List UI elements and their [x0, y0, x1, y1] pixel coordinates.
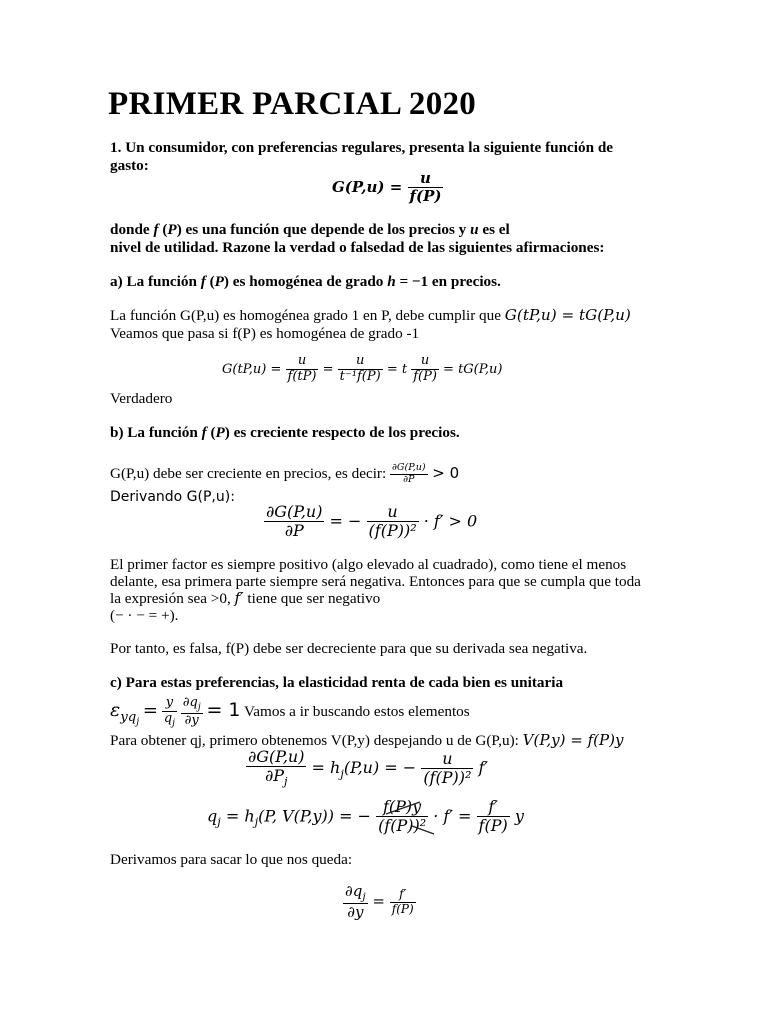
text-segment: la expresión sea >0, [110, 590, 235, 607]
text-segment: ( [206, 424, 216, 441]
text-segment: tiene que ser negativo [243, 590, 381, 607]
fraction-numerator: u [355, 353, 365, 368]
homogeneity-equation [222, 354, 502, 385]
fraction-numerator: u [297, 353, 307, 368]
page-title: PRIMER PARCIAL 2020 [108, 86, 477, 122]
part-b-paragraph-2: delante, esa primera parte siempre será negativa. Entonces para que se cumpla que toda [110, 573, 641, 590]
part-a-heading [110, 273, 501, 290]
fraction-denominator: f(P) [413, 368, 437, 384]
math-subscript: j [254, 815, 259, 829]
income-derivative-equation [343, 883, 416, 921]
fraction-numerator [343, 883, 368, 903]
inline-fraction [390, 463, 428, 486]
fraction-denominator: (f(P))² [423, 768, 472, 788]
fraction-denominator: (f(P))² [368, 521, 417, 541]
equation-term: (P, V(P,y)) = − [258, 806, 371, 826]
elasticity-symbol [110, 699, 140, 728]
equation-rhs: = 1 [206, 699, 241, 721]
equation-fraction [162, 696, 177, 729]
fraction-numerator: ∂G(P,u) [392, 462, 426, 474]
text-segment: = −1 en precios. [395, 273, 501, 290]
fraction-denominator: (f(P))² [378, 816, 427, 836]
equation-term: · f′ = [433, 806, 472, 826]
math-symbol: ε [110, 699, 121, 721]
part-c-heading: c) Para estas preferencias, la elasticidad renta de cada bien es unitaria [110, 674, 564, 691]
question-1-line-1: 1. Un consumidor, con preferencias regulares, presenta la siguiente función de [110, 139, 614, 156]
equation-fraction [477, 798, 510, 836]
math-symbol: u [470, 221, 479, 238]
equation-fraction [411, 354, 439, 385]
equation-term: = t [386, 361, 408, 377]
text-segment: Para obtener qj, primero obtenemos V(P,y) despejando u de G(P,u): [110, 732, 523, 749]
equation-rhs: = tG(P,u) [443, 361, 503, 377]
fraction-numerator: ∂G(P,u) [248, 747, 305, 766]
equals-sign: = [322, 361, 334, 377]
part-b-paragraph-1: El primer factor es siempre positivo (algo elevado al cuadrado), como tiene el menos [110, 556, 627, 573]
inline-math: G(tP,u) = tG(P,u) [504, 306, 631, 324]
part-b-paragraph-4: (− · − = +). [110, 607, 179, 624]
part-a-text-1 [110, 307, 631, 324]
part-b-paragraph-3 [110, 590, 380, 607]
expenditure-function-equation [332, 170, 443, 206]
text-segment: ( [158, 221, 168, 238]
text-segment: a) La función [110, 273, 201, 290]
fraction-denominator: f(P) [391, 901, 414, 916]
fraction-numerator: y [165, 695, 174, 711]
equals-sign: = [142, 700, 159, 721]
equation-term: = − [329, 511, 362, 531]
fraction-denominator: ∂y [343, 903, 368, 921]
derivative-equation [264, 503, 477, 541]
nivel-line: nivel de utilidad. Razone la verdad o falsedad de las siguientes afirmaciones: [110, 239, 605, 256]
derivamos-line: Derivamos para sacar lo que nos queda: [110, 851, 353, 868]
equation-fraction [408, 170, 444, 206]
fraction-denominator [246, 766, 306, 789]
part-b-text-1 [110, 456, 459, 491]
fraction-numerator: u [420, 353, 430, 368]
derivando-line: Derivando G(P,u): [110, 489, 235, 505]
equation-fraction [264, 503, 324, 541]
inline-math: > 0 [427, 464, 460, 482]
part-b-heading [110, 424, 460, 441]
equation-fraction [390, 888, 416, 917]
equation-fraction [376, 798, 428, 836]
math-subscript: j [362, 891, 366, 903]
text-segment: ) es creciente respecto de los precios. [224, 424, 460, 441]
text-segment: La función G(P,u) es homogénea grado 1 en P, debe cumplir que [110, 307, 505, 324]
donde-line [110, 221, 510, 238]
fraction-denominator: ∂y [181, 713, 203, 729]
text-segment: ) es una función que depende de los precios y [176, 221, 471, 238]
math-symbol: P [167, 221, 177, 238]
equation-rhs: y [514, 806, 524, 826]
hicksian-demand-equation [246, 748, 488, 789]
obtener-line [110, 732, 623, 749]
text-segment: b) La función [110, 424, 202, 441]
equation-fraction [286, 354, 319, 385]
equation-fraction [421, 750, 473, 788]
fraction-numerator: ∂G(P,u) [266, 502, 323, 521]
question-1-line-2: gasto: [110, 157, 149, 174]
equation-fraction [246, 748, 306, 789]
part-b-conclusion: Por tanto, es falsa, f(P) debe ser decreciente para que su derivada sea negativa. [110, 640, 588, 657]
math-subscript: j [136, 716, 140, 728]
math-symbol: ∂P [264, 766, 284, 786]
equation-fraction [367, 503, 419, 541]
math-subscript: j [340, 767, 344, 781]
fraction-denominator: f(P) [478, 816, 508, 836]
part-a-text-2: Veamos que pasa si f(P) es homogénea de grado -1 [110, 325, 420, 342]
math-symbol: h [387, 273, 396, 290]
math-subscript: j [197, 702, 201, 713]
math-subscript: j [217, 815, 221, 829]
math-symbol: q [163, 710, 173, 726]
equation-term: = h [311, 758, 341, 778]
math-symbol: P [215, 424, 225, 441]
equation-term: (P,u) = − [343, 758, 417, 778]
text-segment: ( [205, 273, 215, 290]
text-segment: ) es homogénea de grado [223, 273, 388, 290]
math-subscript: yq [120, 709, 137, 725]
text-segment: donde [110, 221, 154, 238]
math-symbol: f [153, 221, 159, 238]
fraction-denominator: ∂P [264, 521, 324, 540]
math-subscript: j [172, 718, 175, 729]
inline-math: f′ [234, 589, 244, 607]
math-symbol: ∂q [182, 695, 198, 711]
fraction-denominator: t⁻¹f(P) [339, 368, 381, 384]
text-segment: es el [478, 221, 510, 238]
fraction-numerator: u [387, 502, 398, 521]
fraction-numerator: u [420, 169, 431, 187]
equation-fraction [181, 696, 203, 729]
fraction-numerator: f(P)y [382, 797, 422, 816]
text-segment: Vamos a ir buscando estos elementos [240, 703, 470, 720]
math-symbol: P [214, 273, 224, 290]
equation-term: = h [225, 806, 255, 826]
equation-rhs: f′ [478, 758, 489, 778]
equation-lhs: q [207, 806, 218, 826]
fraction-numerator: f′ [488, 797, 498, 816]
fraction-denominator: ∂P [390, 474, 428, 486]
equation-rhs: · f′ > 0 [423, 511, 478, 531]
math-subscript: j [284, 775, 288, 789]
math-symbol: f [201, 424, 207, 441]
equation-fraction [338, 354, 383, 385]
fraction-numerator [181, 696, 203, 713]
fraction-denominator: f(tP) [287, 368, 317, 384]
equals-sign: = [372, 892, 385, 911]
fraction-denominator [162, 711, 177, 729]
equation-fraction [343, 883, 368, 921]
fraction-denominator: f(P) [409, 187, 442, 206]
fraction-numerator: f′ [399, 886, 407, 901]
marshallian-demand-equation [207, 798, 524, 836]
equation-lhs: G(P,u) = [332, 177, 403, 196]
inline-math: V(P,y) = f(P)y [522, 731, 624, 749]
part-a-verdict: Verdadero [110, 390, 173, 407]
fraction-numerator: u [442, 748, 453, 768]
math-symbol: f [200, 273, 206, 290]
text-segment: G(P,u) debe ser creciente en precios, es decir: [110, 465, 390, 482]
math-symbol: ∂q [345, 882, 363, 900]
equation-lhs: G(tP,u) = [222, 361, 282, 377]
